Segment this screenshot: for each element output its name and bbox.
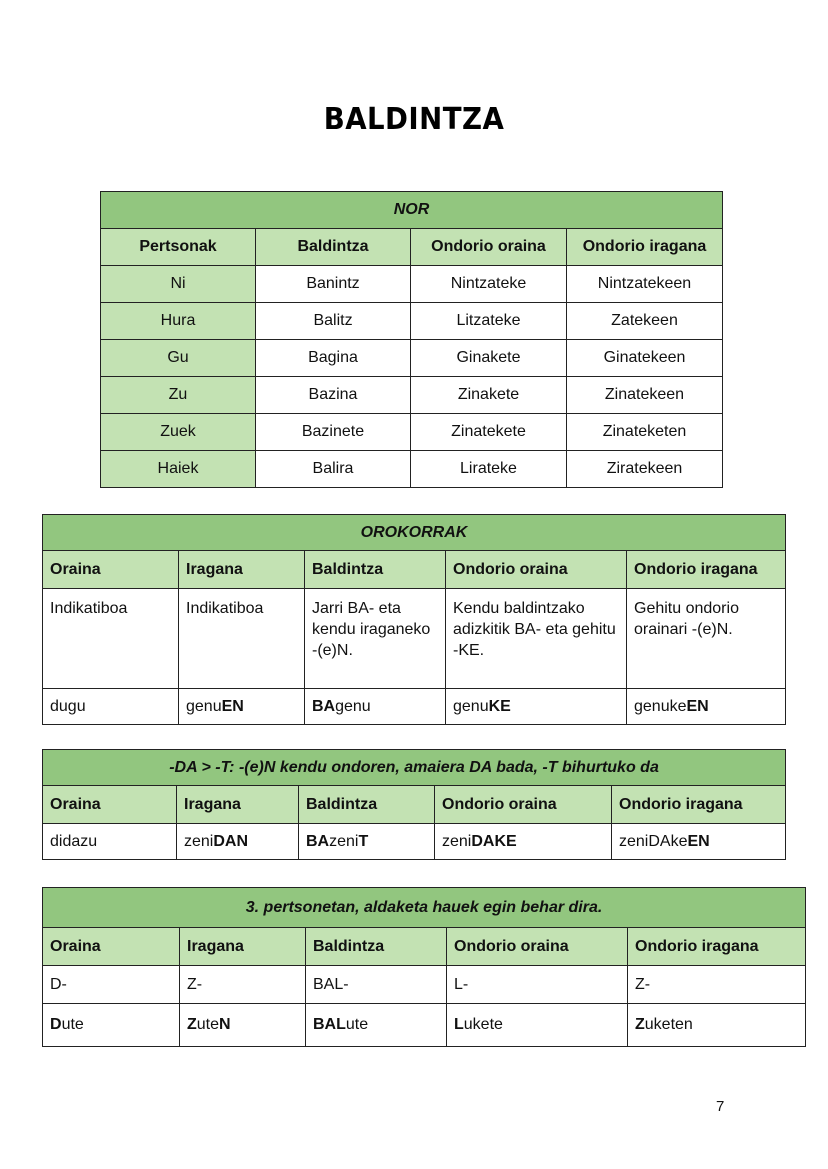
plain-part: ute	[196, 1016, 220, 1033]
column-header: Pertsonak	[101, 229, 256, 266]
column-header: Ondorio oraina	[411, 229, 567, 266]
prefix-cell: L-	[447, 966, 628, 1004]
table-caption: OROKORRAK	[43, 515, 786, 551]
column-header: Baldintza	[306, 928, 447, 966]
bold-part: Z	[635, 1016, 645, 1033]
column-header: Baldintza	[305, 551, 446, 589]
orokorrak-table	[42, 514, 786, 725]
example-cell	[306, 1004, 447, 1047]
person-cell: Ni	[101, 266, 256, 303]
person-cell: Zuek	[101, 414, 256, 451]
rule-cell: Gehitu ondorio orainari -(e)N.	[627, 589, 786, 689]
da-rule-table	[42, 749, 786, 860]
table-row	[101, 414, 723, 451]
third-person-table	[42, 887, 806, 1047]
table-row	[43, 589, 786, 689]
header-row	[43, 551, 786, 589]
table-row	[101, 266, 723, 303]
example-cell	[177, 824, 299, 860]
table-cell: Bagina	[256, 340, 411, 377]
nor-table	[100, 191, 723, 488]
bold-part: KE	[488, 697, 511, 715]
column-header: Oraina	[43, 786, 177, 824]
table-cell: Zinatekeen	[567, 377, 723, 414]
example-cell	[628, 1004, 806, 1047]
example-cell	[446, 689, 627, 725]
table-cell: Zinateketen	[567, 414, 723, 451]
plain-part: genuke	[634, 697, 687, 715]
plain-part: ute	[61, 1016, 84, 1033]
plain-part: zeniDAke	[619, 832, 688, 850]
header-row	[43, 786, 786, 824]
prefix-cell: BAL-	[306, 966, 447, 1004]
bold-part: BA	[306, 832, 330, 850]
example-cell	[435, 824, 612, 860]
table-cell: Ginakete	[411, 340, 567, 377]
person-cell: Hura	[101, 303, 256, 340]
table-cell: Lirateke	[411, 451, 567, 488]
column-header: Ondorio iragana	[612, 786, 786, 824]
table-row	[101, 377, 723, 414]
column-header: Ondorio iragana	[567, 229, 723, 266]
bold-part: N	[219, 1016, 231, 1033]
person-cell: Haiek	[101, 451, 256, 488]
plain-part: didazu	[50, 832, 98, 850]
bold-part: DAKE	[471, 832, 517, 850]
table-cell: Ginatekeen	[567, 340, 723, 377]
column-header: Ondorio iragana	[628, 928, 806, 966]
rule-cell: Kendu baldintzako adizkitik BA- eta gehitu -KE.	[446, 589, 627, 689]
table-caption: 3. pertsonetan, aldaketa hauek egin behar dira.	[43, 888, 806, 928]
bold-part: BAL	[313, 1016, 346, 1033]
plain-part: ukete	[463, 1016, 503, 1033]
column-header: Ondorio oraina	[435, 786, 612, 824]
person-cell: Gu	[101, 340, 256, 377]
table-cell: Zinakete	[411, 377, 567, 414]
prefix-cell: D-	[43, 966, 180, 1004]
plain-part: ute	[345, 1016, 369, 1033]
header-row	[101, 229, 723, 266]
column-header: Ondorio iragana	[627, 551, 786, 589]
table-row	[43, 689, 786, 725]
bold-part: DAN	[213, 832, 249, 850]
table-cell: Bazina	[256, 377, 411, 414]
column-header: Iragana	[179, 551, 305, 589]
table-cell: Zinatekete	[411, 414, 567, 451]
bold-part: D	[50, 1016, 62, 1033]
column-header: Baldintza	[256, 229, 411, 266]
table-cell: Ziratekeen	[567, 451, 723, 488]
page-number: 7	[716, 1098, 725, 1115]
column-header: Iragana	[180, 928, 306, 966]
page-title: BALDINTZA	[323, 102, 505, 137]
column-header: Baldintza	[299, 786, 435, 824]
prefix-cell: Z-	[628, 966, 806, 1004]
example-cell	[612, 824, 786, 860]
bold-part: BA	[312, 697, 336, 715]
example-cell	[180, 1004, 306, 1047]
bold-part: T	[358, 832, 369, 850]
table-row	[43, 824, 786, 860]
table-row	[43, 966, 806, 1004]
example-cell	[627, 689, 786, 725]
plain-part: genu	[335, 697, 371, 715]
example-cell	[43, 1004, 180, 1047]
header-row	[43, 928, 806, 966]
column-header: Iragana	[177, 786, 299, 824]
plain-part: uketen	[644, 1016, 693, 1033]
table-cell: Balitz	[256, 303, 411, 340]
table-cell: Balira	[256, 451, 411, 488]
table-caption: NOR	[101, 192, 723, 229]
person-cell: Zu	[101, 377, 256, 414]
table-row	[101, 451, 723, 488]
example-cell	[43, 689, 179, 725]
table-row	[101, 340, 723, 377]
plain-part: genu	[186, 697, 222, 715]
table-caption: -DA > -T: -(e)N kendu ondoren, amaiera DA bada, -T bihurtuko da	[43, 750, 786, 786]
table-cell: Nintzateke	[411, 266, 567, 303]
column-header: Ondorio oraina	[447, 928, 628, 966]
bold-part: EN	[687, 832, 710, 850]
table-cell: Nintzatekeen	[567, 266, 723, 303]
example-cell	[43, 824, 177, 860]
table-cell: Banintz	[256, 266, 411, 303]
table-cell: Zatekeen	[567, 303, 723, 340]
bold-part: EN	[686, 697, 709, 715]
prefix-cell: Z-	[180, 966, 306, 1004]
rule-cell: Indikatiboa	[179, 589, 305, 689]
bold-part: L	[454, 1016, 464, 1033]
rule-cell: Jarri BA- eta kendu iraganeko -(e)N.	[305, 589, 446, 689]
table-row	[43, 1004, 806, 1047]
bold-part: Z	[187, 1016, 197, 1033]
plain-part: zeni	[184, 832, 214, 850]
plain-part: genu	[453, 697, 489, 715]
table-cell: Litzateke	[411, 303, 567, 340]
plain-part: zeni	[442, 832, 472, 850]
example-cell	[305, 689, 446, 725]
plain-part: zeni	[329, 832, 359, 850]
example-cell	[299, 824, 435, 860]
example-cell	[447, 1004, 628, 1047]
column-header: Oraina	[43, 551, 179, 589]
column-header: Ondorio oraina	[446, 551, 627, 589]
plain-part: dugu	[50, 697, 86, 715]
example-cell	[179, 689, 305, 725]
table-row	[101, 303, 723, 340]
rule-cell: Indikatiboa	[43, 589, 179, 689]
bold-part: EN	[221, 697, 244, 715]
column-header: Oraina	[43, 928, 180, 966]
table-cell: Bazinete	[256, 414, 411, 451]
